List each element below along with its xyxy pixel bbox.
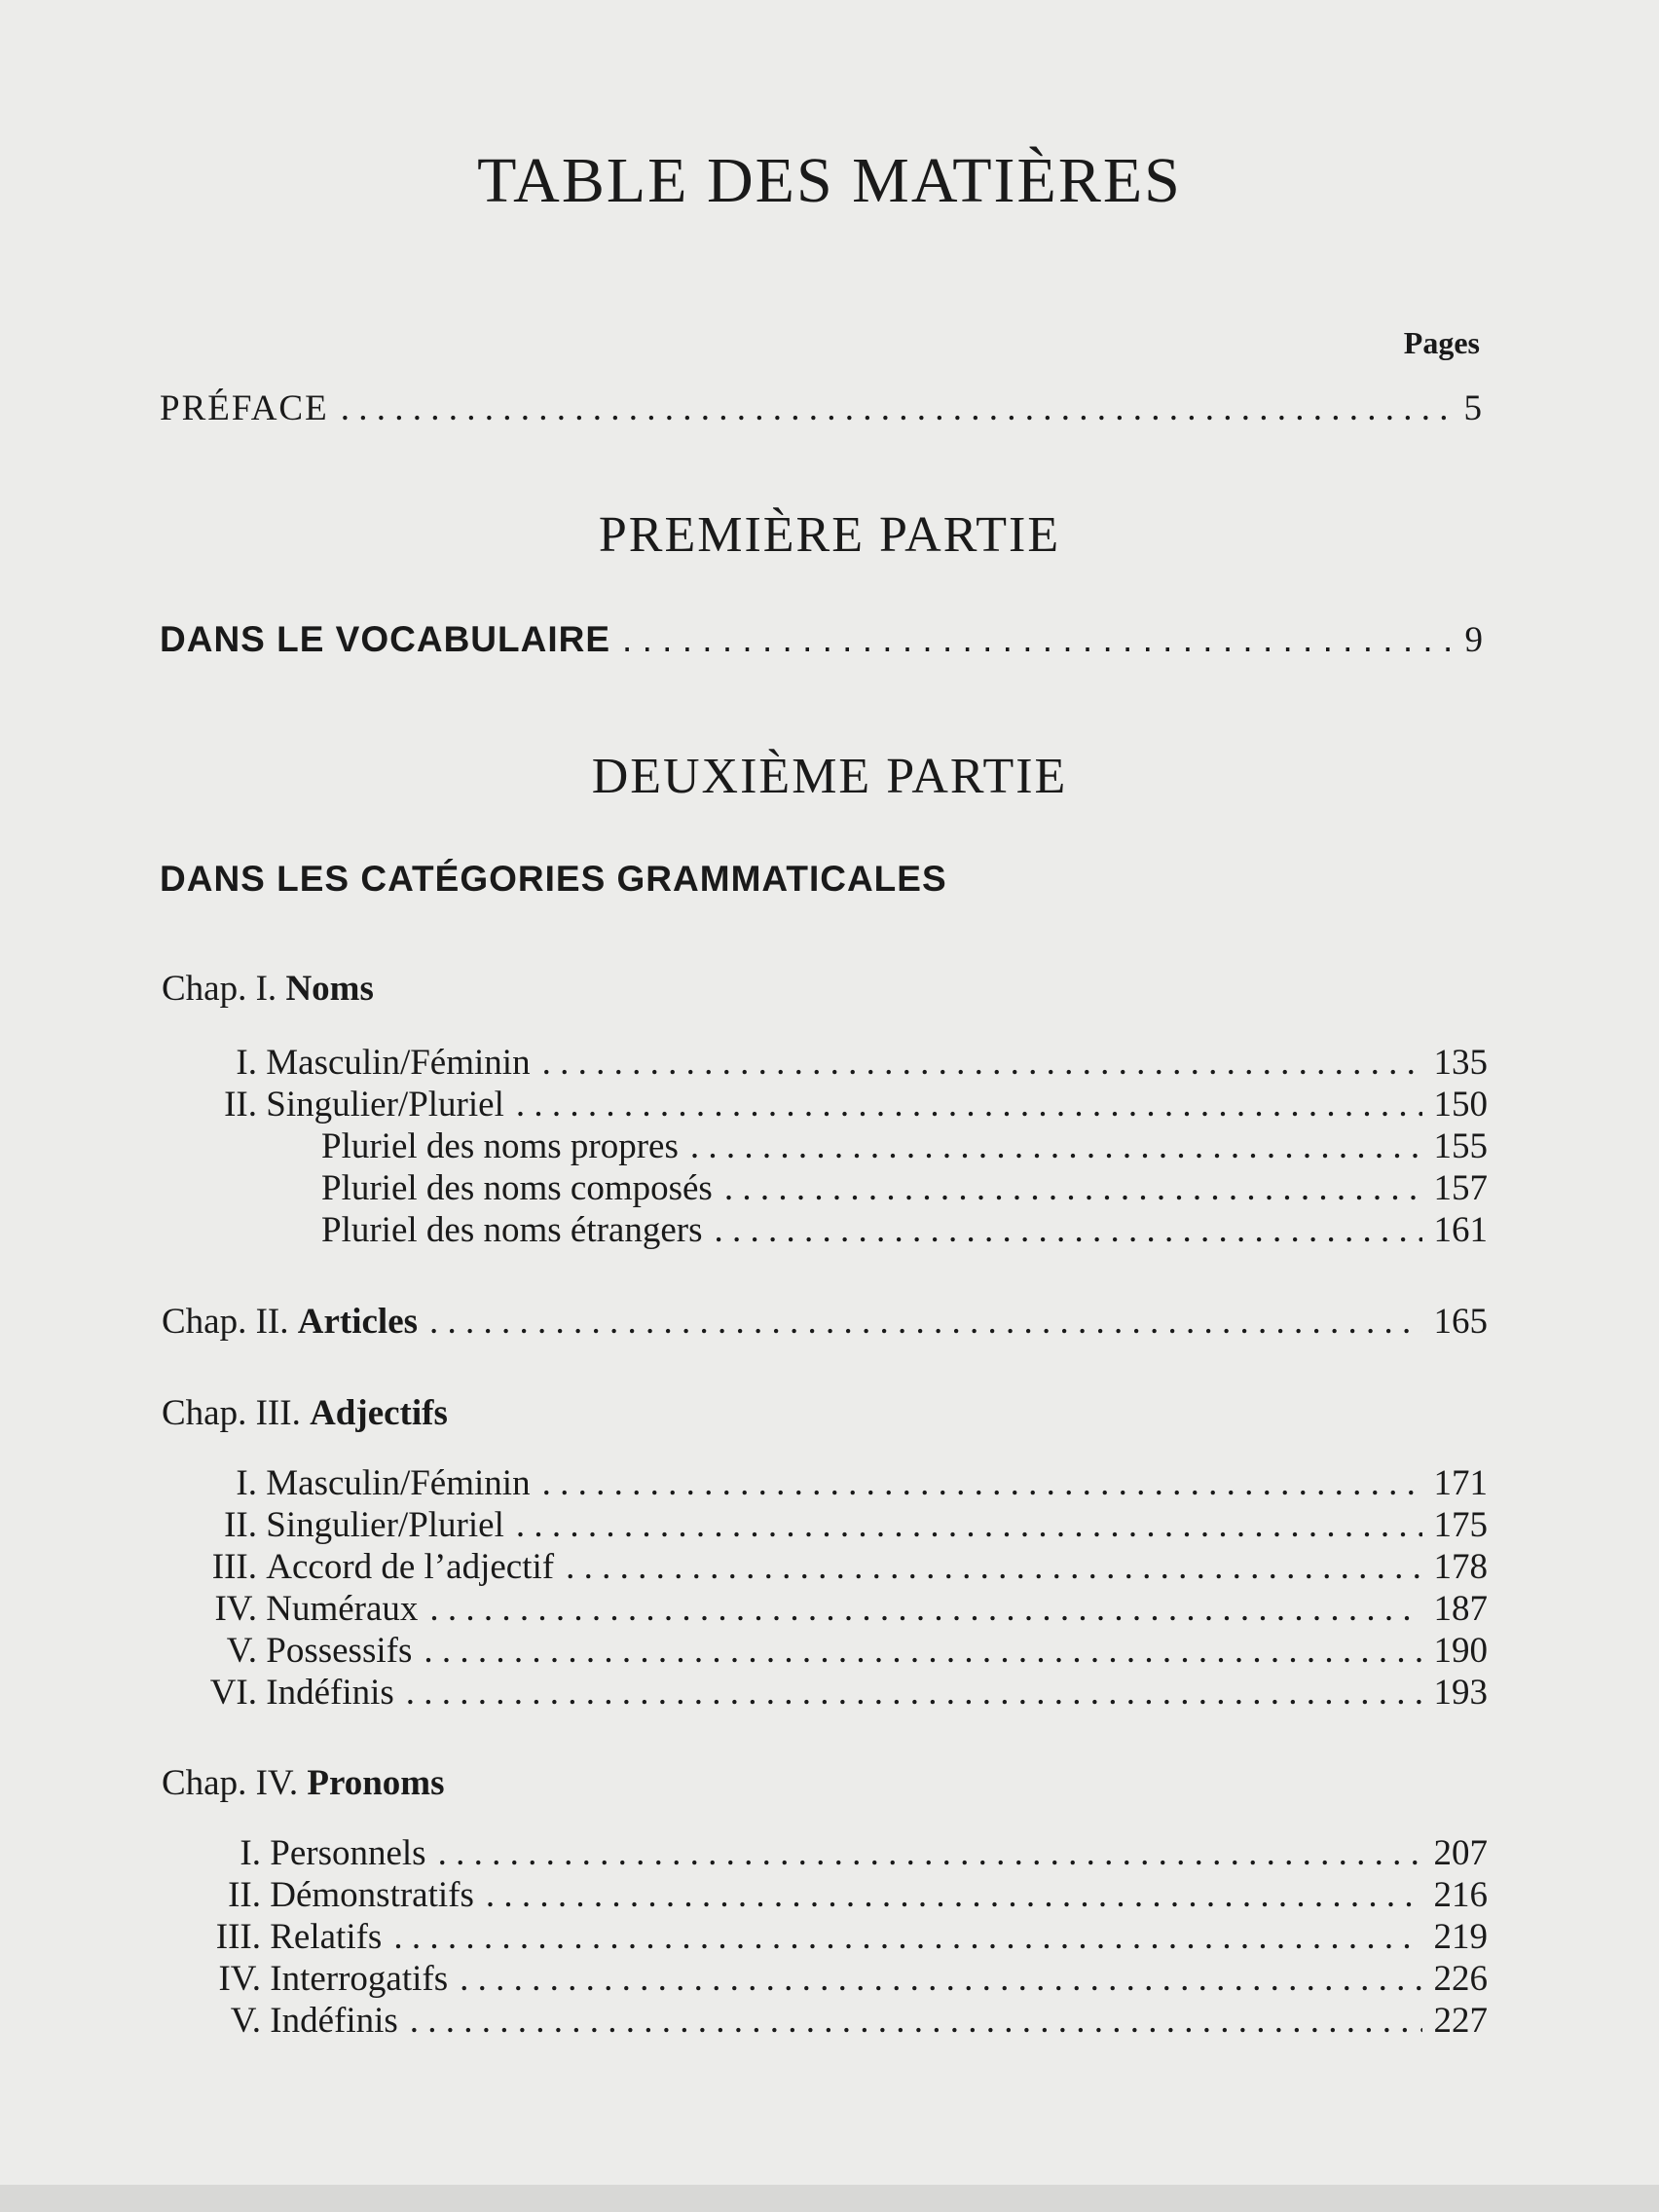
dot-leader [715, 1209, 1422, 1251]
toc-entry[interactable]: V. Possessifs . . . 190 [195, 1630, 1488, 1672]
dot-leader [542, 1042, 1422, 1084]
toc-entry-preface[interactable] [160, 387, 1484, 429]
pages-column-label: Pages [1403, 325, 1480, 360]
dot-leader [622, 619, 1453, 660]
toc-entry[interactable]: VI. Indéfinis . . . 193 [195, 1672, 1488, 1714]
dot-leader [486, 1874, 1422, 1916]
dot-leader [690, 1125, 1422, 1167]
toc-entry[interactable]: I. Masculin/Féminin . . . 171 [195, 1462, 1488, 1504]
dot-leader [406, 1672, 1422, 1714]
dot-leader [460, 1958, 1421, 2000]
page-title: TABLE DES MATIÈRES [477, 145, 1182, 216]
entry-label: PRÉFACE [160, 388, 329, 428]
chapter-4-heading: Chap. IV. Pronoms [162, 1763, 445, 1803]
dot-leader [393, 1916, 1421, 1958]
dot-leader [410, 2000, 1422, 2042]
toc-entry-chapter-2[interactable]: Chap. II. Articles . . . 165 [162, 1301, 1488, 1343]
part-one-title: PREMIÈRE PARTIE [598, 507, 1061, 563]
dot-leader [516, 1084, 1422, 1125]
dot-leader [424, 1630, 1421, 1672]
toc-entry[interactable]: Pluriel des noms composés . . . 157 [321, 1167, 1488, 1209]
dot-leader [341, 387, 1453, 429]
toc-entry[interactable]: IV. Interrogatifs . . . 226 [199, 1958, 1488, 2000]
toc-entry[interactable]: IV. Numéraux . . . 187 [195, 1588, 1488, 1630]
toc-entry[interactable]: Pluriel des noms étrangers . . . 161 [321, 1209, 1488, 1251]
toc-entry[interactable]: Pluriel des noms propres . . . 155 [321, 1125, 1488, 1167]
chapter-1-heading: Chap. I. Noms [162, 969, 374, 1009]
toc-entry[interactable]: III. Accord de l’adjectif . . . 178 [195, 1546, 1488, 1588]
chapter-3-heading: Chap. III. Adjectifs [162, 1393, 448, 1433]
entry-page: 9 [1464, 620, 1484, 660]
toc-entry-vocabulaire[interactable] [160, 619, 1484, 661]
toc-entry[interactable]: I. Masculin/Féminin . . . 135 [195, 1042, 1488, 1084]
part-two-heading: DANS LES CATÉGORIES GRAMMATICALES [160, 859, 947, 899]
toc-entry[interactable]: V. Indéfinis . . . 227 [199, 2000, 1488, 2042]
toc-entry[interactable]: I. Personnels . . . 207 [199, 1832, 1488, 1874]
dot-leader [542, 1462, 1422, 1504]
toc-entry[interactable]: II. Singulier/Pluriel . . . 175 [195, 1504, 1488, 1546]
entry-label: DANS LE VOCABULAIRE [160, 619, 611, 659]
dot-leader [429, 1301, 1421, 1343]
page-edge-shadow [0, 2185, 1659, 2212]
entry-page: 5 [1463, 388, 1484, 428]
dot-leader [438, 1832, 1422, 1874]
toc-entry[interactable]: II. Démonstratifs . . . 216 [199, 1874, 1488, 1916]
dot-leader [566, 1546, 1421, 1588]
part-two-title: DEUXIÈME PARTIE [591, 749, 1068, 804]
toc-entry[interactable]: III. Relatifs . . . 219 [199, 1916, 1488, 1958]
dot-leader [724, 1167, 1422, 1209]
dot-leader [429, 1588, 1421, 1630]
dot-leader [516, 1504, 1422, 1546]
toc-entry[interactable]: II. Singulier/Pluriel . . . 150 [195, 1084, 1488, 1125]
